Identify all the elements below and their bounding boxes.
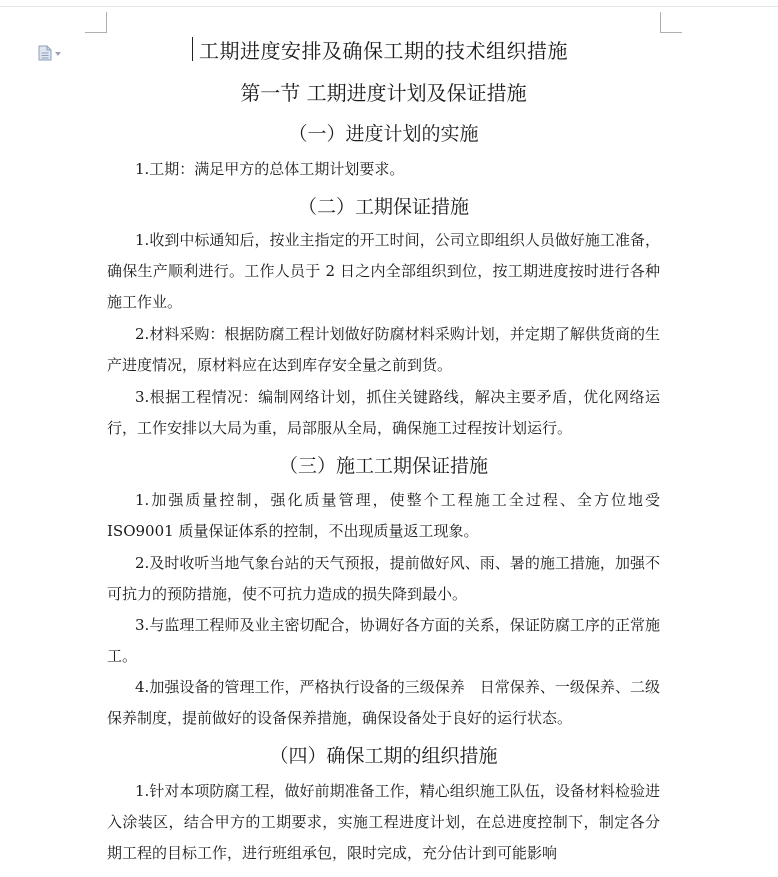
- paragraph: 1.加强质量控制，强化质量管理，使整个工程施工全过程、全方位地受 ISO9001 质量保证体系的控制，不出现质量返工现象。: [107, 491, 660, 540]
- subsection-heading-4: （四）确保工期的组织措施: [269, 745, 498, 767]
- paragraph: 2.及时收听当地气象台站的天气预报，提前做好风、雨、暑的施工措施，加强不可抗力的预防措施，使不可抗力造成的损失降到最小。: [107, 554, 660, 603]
- paragraph: 1.收到中标通知后，按业主指定的开工时间，公司立即组织人员做好施工准备，确保生产顺利进行。工作人员于 2 日之内全部组织到位，按工期进度按时进行各种施工作业。: [107, 231, 660, 311]
- document-title: 工期进度安排及确保工期的技术组织措施: [199, 39, 568, 63]
- paragraph: 1.针对本项防腐工程，做好前期准备工作，精心组织施工队伍，设备材料检验进入涂装区，结合甲方的工期要求，实施工程进度计划，在总进度控制下，制定各分期工程的目标工作，进行班组承包，限时完成，充分估计到可能影响: [107, 782, 660, 862]
- margin-mark-left-h: [85, 32, 107, 33]
- paragraph: 3.与监理工程师及业主密切配合，协调好各方面的关系，保证防腐工序的正常施工。: [107, 616, 660, 665]
- paragraph: 3.根据工程情况：编制网络计划，抓住关键路线，解决主要矛盾，优化网络运行，工作安排以大局为重，局部服从全局，确保施工过程按计划运行。: [107, 388, 660, 437]
- document-menu-button[interactable]: [38, 44, 68, 62]
- paragraph: 1.工期：满足甲方的总体工期计划要求。: [135, 160, 405, 178]
- section-heading: 第一节 工期进度计划及保证措施: [240, 81, 527, 105]
- subsection-heading-1: （一）进度计划的实施: [288, 123, 479, 145]
- margin-mark-right-v: [660, 12, 661, 33]
- margin-mark-left-v: [106, 12, 107, 33]
- ruler-top-line: [0, 6, 778, 7]
- paragraph: 4.加强设备的管理工作，严格执行设备的三级保养 日常保养、一级保养、二级保养制度，提前做好的设备保养措施，确保设备处于良好的运行状态。: [107, 678, 660, 727]
- document-icon: [38, 45, 52, 61]
- subsection-heading-2: （二）工期保证措施: [297, 196, 469, 218]
- paragraph: 2.材料采购：根据防腐工程计划做好防腐材料采购计划，并定期了解供货商的生产进度情况，原材料应在达到库存安全量之前到货。: [107, 325, 660, 374]
- subsection-heading-3: （三）施工工期保证措施: [278, 455, 488, 477]
- margin-mark-right-h: [660, 32, 682, 33]
- chevron-down-icon: [55, 52, 61, 56]
